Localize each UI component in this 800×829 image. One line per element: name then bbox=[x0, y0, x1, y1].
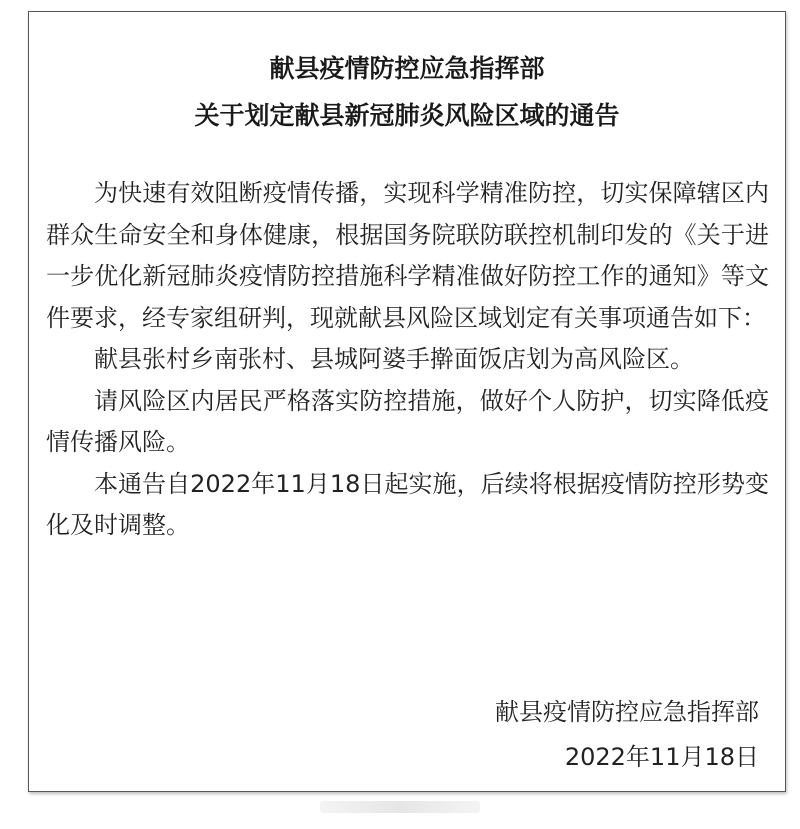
signature-date: 2022年11月18日 bbox=[564, 743, 759, 771]
image-caption-bar bbox=[320, 801, 480, 813]
paragraph-effective-date: 本通告自2022年11月18日起实施，后续将根据疫情防控形势变化及时调整。 bbox=[46, 469, 769, 539]
notice-document bbox=[28, 11, 786, 792]
paragraph-intro: 为快速有效阻断疫情传播，实现科学精准防控，切实保障辖区内群众生命安全和身体健康，根据国务院联防联控机制印发的《关于进一步优化新冠肺炎疫情防控措施科学精准做好防控工作的通知》等文件要求，经专家组研判，现就献县风险区域划定有关事项通告如下： bbox=[46, 179, 769, 332]
signature-organization: 献县疫情防控应急指挥部 bbox=[495, 698, 759, 726]
notice-title-subject: 关于划定献县新冠肺炎风险区域的通告 bbox=[194, 101, 620, 130]
paragraph-resident-instructions: 请风险区内居民严格落实防控措施，做好个人防护，切实降低疫情传播风险。 bbox=[46, 386, 769, 456]
notice-title-issuer: 献县疫情防控应急指挥部 bbox=[269, 54, 545, 83]
notice-body bbox=[46, 173, 769, 547]
paragraph-high-risk-areas: 献县张村乡南张村、县城阿婆手擀面饭店划为高风险区。 bbox=[94, 345, 694, 373]
